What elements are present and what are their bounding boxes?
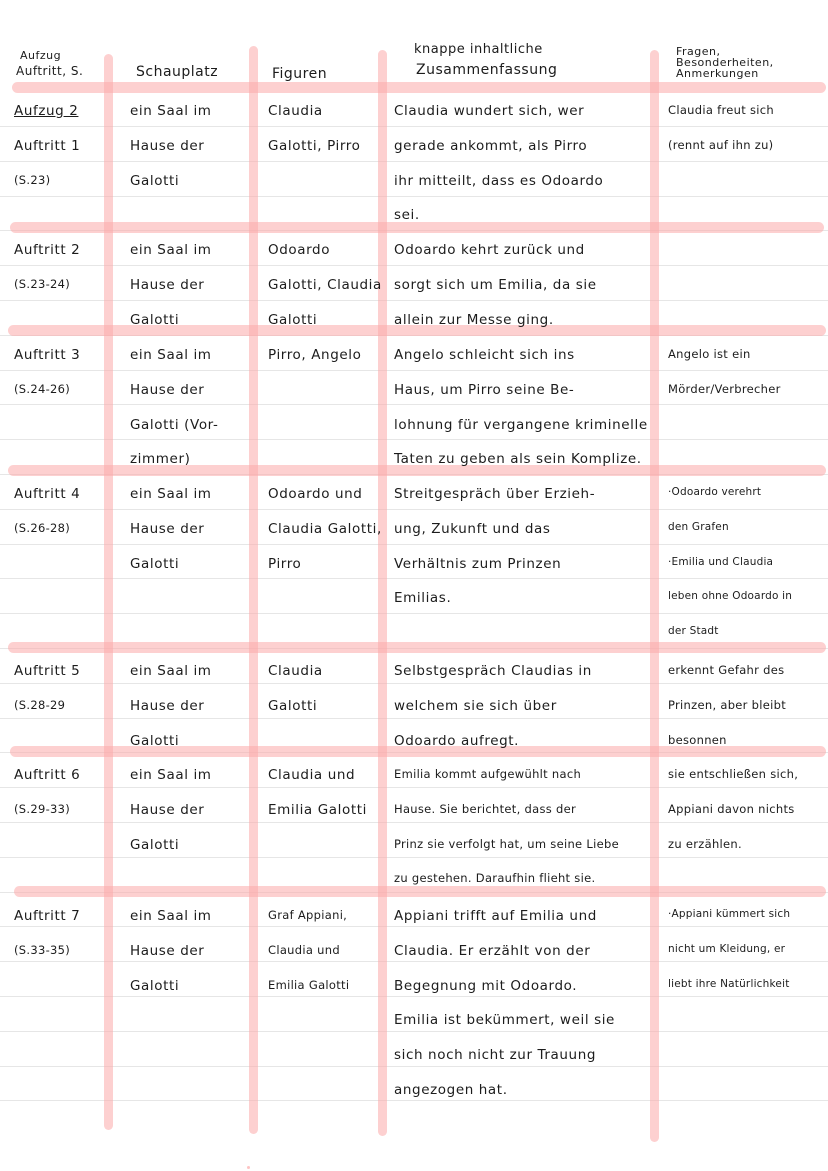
- schauplatz-line: Galotti: [130, 837, 180, 853]
- page-range: (S.23): [14, 173, 51, 187]
- summary-line: Hause. Sie berichtet, dass der: [394, 802, 576, 816]
- ruled-line: [0, 718, 828, 719]
- summary-line: Angelo schleicht sich ins: [394, 347, 575, 363]
- summary-line: Taten zu geben als sein Komplize.: [394, 451, 642, 467]
- row-divider-4: [8, 642, 826, 653]
- figuren-line: Odoardo: [268, 242, 331, 258]
- header-aufzug: Aufzug: [20, 49, 62, 62]
- auftritt-label: Auftritt 6: [14, 767, 81, 783]
- ruled-line: [0, 544, 828, 545]
- ruled-line: [0, 404, 828, 405]
- summary-line: Begegnung mit Odoardo.: [394, 978, 578, 994]
- schauplatz-line: ein Saal im: [130, 486, 212, 502]
- schauplatz-line: ein Saal im: [130, 347, 212, 363]
- notes-line: leben ohne Odoardo in: [668, 590, 793, 602]
- row-divider-1: [10, 222, 824, 233]
- schauplatz-line: Hause der: [130, 943, 205, 959]
- summary-line: Verhältnis zum Prinzen: [394, 556, 562, 572]
- notes-line: ·Emilia und Claudia: [668, 556, 774, 568]
- ruled-line: [0, 996, 828, 997]
- schauplatz-line: Galotti: [130, 312, 180, 328]
- notes-line: Claudia freut sich: [668, 103, 775, 117]
- schauplatz-line: Galotti (Vor-: [130, 417, 219, 433]
- ruled-line: [0, 961, 828, 962]
- summary-line: Haus, um Pirro seine Be-: [394, 382, 575, 398]
- ruled-line: [0, 126, 828, 127]
- summary-line: ihr mitteilt, dass es Odoardo: [394, 173, 604, 189]
- ruled-line: [0, 370, 828, 371]
- ruled-line: [0, 926, 828, 927]
- column-divider-1: [104, 54, 113, 1130]
- auftritt-label: Auftritt 7: [14, 908, 81, 924]
- ruled-line: [0, 683, 828, 684]
- header-notes-line3: Anmerkungen: [676, 67, 759, 80]
- figuren-line: Claudia Galotti,: [268, 521, 382, 537]
- summary-line: Appiani trifft auf Emilia und: [394, 908, 597, 924]
- figuren-line: Pirro, Angelo: [268, 347, 362, 363]
- schauplatz-line: zimmer): [130, 451, 191, 467]
- auftritt-label: Auftritt 5: [14, 663, 81, 679]
- header-notes-line2: Besonderheiten,: [676, 56, 774, 69]
- header-auftritt: Auftritt, S.: [16, 64, 84, 78]
- ruled-line: [0, 161, 828, 162]
- schauplatz-line: ein Saal im: [130, 103, 212, 119]
- notes-line: ·Appiani kümmert sich: [668, 908, 791, 920]
- column-divider-3: [378, 50, 387, 1136]
- page-range: (S.33-35): [14, 943, 71, 957]
- summary-line: Emilias.: [394, 590, 452, 606]
- schauplatz-line: Galotti: [130, 978, 180, 994]
- figuren-line: Claudia: [268, 103, 323, 119]
- schauplatz-line: Galotti: [130, 173, 180, 189]
- header-notes-line1: Fragen,: [676, 45, 721, 58]
- schauplatz-line: ein Saal im: [130, 767, 212, 783]
- figuren-line: Galotti: [268, 312, 318, 328]
- ruled-line: [0, 578, 828, 579]
- figuren-line: Galotti: [268, 698, 318, 714]
- auftritt-label: Auftritt 2: [14, 242, 81, 258]
- schauplatz-line: Galotti: [130, 556, 180, 572]
- summary-line: welchem sie sich über: [394, 698, 557, 714]
- schauplatz-line: Hause der: [130, 382, 205, 398]
- header-figuren: Figuren: [272, 66, 328, 82]
- schauplatz-line: Hause der: [130, 802, 205, 818]
- figuren-line: Claudia und: [268, 767, 356, 783]
- ruled-line: [0, 265, 828, 266]
- column-divider-2: [249, 46, 258, 1134]
- ruled-line: [0, 787, 828, 788]
- auftritt-label: Auftritt 3: [14, 347, 81, 363]
- schauplatz-line: Hause der: [130, 138, 205, 154]
- notes-line: ·Odoardo verehrt: [668, 486, 762, 498]
- row-divider-6: [14, 886, 826, 897]
- figuren-line: Emilia Galotti: [268, 802, 367, 818]
- schauplatz-line: ein Saal im: [130, 242, 212, 258]
- aufzug-label: Aufzug 2: [14, 103, 79, 119]
- page-range: (S.29-33): [14, 802, 71, 816]
- schauplatz-line: ein Saal im: [130, 908, 212, 924]
- summary-line: Claudia wundert sich, wer: [394, 103, 585, 119]
- notes-line: den Grafen: [668, 521, 729, 533]
- ruled-line: [0, 1031, 828, 1032]
- figuren-line: Galotti, Pirro: [268, 138, 361, 154]
- summary-line: Odoardo aufregt.: [394, 733, 520, 749]
- page-range: (S.23-24): [14, 277, 71, 291]
- figuren-line: Claudia: [268, 663, 323, 679]
- summary-line: sich noch nicht zur Trauung: [394, 1047, 597, 1063]
- ruled-line: [0, 509, 828, 510]
- notes-line: Mörder/Verbrecher: [668, 382, 781, 396]
- header-schauplatz: Schauplatz: [136, 64, 219, 80]
- summary-line: Emilia ist bekümmert, weil sie: [394, 1012, 615, 1028]
- figuren-line: Pirro: [268, 556, 302, 572]
- summary-line: angezogen hat.: [394, 1082, 508, 1098]
- figuren-line: Odoardo und: [268, 486, 363, 502]
- notes-line: sie entschließen sich,: [668, 767, 799, 781]
- ruled-line: [0, 822, 828, 823]
- summary-line: sorgt sich um Emilia, da sie: [394, 277, 597, 293]
- page-range: (S.24-26): [14, 382, 71, 396]
- figuren-line: Graf Appiani,: [268, 908, 348, 922]
- notes-line: (rennt auf ihn zu): [668, 138, 774, 152]
- notes-line: erkennt Gefahr des: [668, 663, 785, 677]
- notes-line: zu erzählen.: [668, 837, 742, 851]
- summary-line: Odoardo kehrt zurück und: [394, 242, 585, 258]
- ruled-line: [0, 196, 828, 197]
- notes-line: besonnen: [668, 733, 727, 747]
- ruled-line: [0, 1100, 828, 1101]
- page-range: (S.26-28): [14, 521, 71, 535]
- schauplatz-line: Galotti: [130, 733, 180, 749]
- summary-line: ung, Zukunft und das: [394, 521, 551, 537]
- summary-line: zu gestehen. Daraufhin flieht sie.: [394, 871, 596, 885]
- ruled-line: [0, 857, 828, 858]
- figuren-line: Claudia und: [268, 943, 340, 957]
- column-divider-4: [650, 50, 659, 1142]
- ruled-line: [0, 300, 828, 301]
- schauplatz-line: Hause der: [130, 698, 205, 714]
- notes-line: Angelo ist ein: [668, 347, 751, 361]
- schauplatz-line: Hause der: [130, 277, 205, 293]
- summary-line: lohnung für vergangene kriminelle: [394, 417, 648, 433]
- ruled-line: [0, 439, 828, 440]
- summary-line: Streitgespräch über Erzieh-: [394, 486, 596, 502]
- notes-line: Appiani davon nichts: [668, 802, 795, 816]
- figuren-line: Emilia Galotti: [268, 978, 350, 992]
- notes-line: der Stadt: [668, 625, 719, 637]
- summary-line: Selbstgespräch Claudias in: [394, 663, 592, 679]
- summary-line: Claudia. Er erzählt von der: [394, 943, 591, 959]
- notes-line: Prinzen, aber bleibt: [668, 698, 787, 712]
- summary-line: gerade ankommt, als Pirro: [394, 138, 588, 154]
- auftritt-label: Auftritt 4: [14, 486, 81, 502]
- header-divider: [12, 82, 826, 93]
- schauplatz-line: Hause der: [130, 521, 205, 537]
- ruled-line: [0, 613, 828, 614]
- summary-line: Prinz sie verfolgt hat, um seine Liebe: [394, 837, 619, 851]
- notes-line: liebt ihre Natürlichkeit: [668, 978, 790, 990]
- summary-line: allein zur Messe ging.: [394, 312, 554, 328]
- ruled-line: [0, 1066, 828, 1067]
- summary-line: sei.: [394, 207, 420, 223]
- header-summary-line2: Zusammenfassung: [416, 62, 558, 78]
- auftritt-label: Auftritt 1: [14, 138, 81, 154]
- figuren-line: Galotti, Claudia: [268, 277, 382, 293]
- pen-mark: [247, 1166, 250, 1169]
- page-range: (S.28-29: [14, 698, 66, 712]
- notes-line: nicht um Kleidung, er: [668, 943, 786, 955]
- schauplatz-line: ein Saal im: [130, 663, 212, 679]
- header-summary-line1: knappe inhaltliche: [414, 42, 543, 57]
- summary-line: Emilia kommt aufgewühlt nach: [394, 767, 582, 781]
